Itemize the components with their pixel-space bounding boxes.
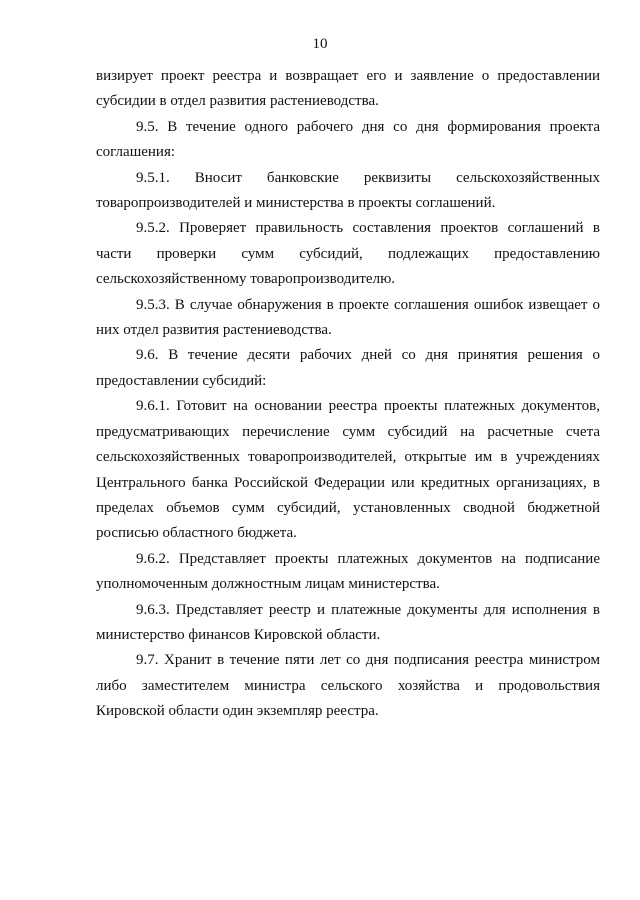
- document-body: [96, 64, 600, 725]
- paragraph-9-5-2: 9.5.2. Проверяет правильность составления проектов соглашений в части проверки сумм субсидий, подлежащих предоставлению сельскохозяйственному товаропроизводителю.: [96, 220, 600, 288]
- paragraph-9-5-3: 9.5.3. В случае обнаружения в проекте соглашения ошибок извещает о них отдел развития растениеводства.: [96, 296, 600, 339]
- page-number: 10: [312, 36, 328, 52]
- paragraph-9-6: 9.6. В течение десяти рабочих дней со дня принятия решения о предоставлении субсидий:: [96, 347, 600, 389]
- paragraph-9-6-3: 9.6.3. Представляет реестр и платежные документы для исполнения в министерство финансов Кировской области.: [96, 601, 600, 643]
- paragraph-continuation: визирует проект реестра и возвращает его и заявление о предоставлении субсидии в отдел развития растениеводства.: [96, 68, 600, 110]
- paragraph-9-5: 9.5. В течение одного рабочего дня со дня формирования проекта соглашения:: [96, 118, 600, 161]
- paragraph-9-5-1: 9.5.1. Вносит банковские реквизиты сельскохозяйственных товаропроизводителей и министерства в проекты соглашений.: [96, 169, 600, 212]
- paragraph-9-7: 9.7. Хранит в течение пяти лет со дня подписания реестра министром либо заместителем министра сельского хозяйства и продовольствия Кировской области один экземпляр реестра.: [96, 652, 600, 720]
- paragraph-9-6-1: 9.6.1. Готовит на основании реестра проекты платежных документов, предусматривающих перечисление сумм субсидий на расчетные счета сельскохозяйственных товаропроизводителей, открытые им в учреждениях Центрального банка Российской Федерации или кредитных организациях, в пределах объемов сумм субсидий, установленных сводной бюджетной росписью областного бюджета.: [96, 398, 600, 542]
- paragraph-9-6-2: 9.6.2. Представляет проекты платежных документов на подписание уполномоченным должностным лицам министерства.: [96, 550, 600, 593]
